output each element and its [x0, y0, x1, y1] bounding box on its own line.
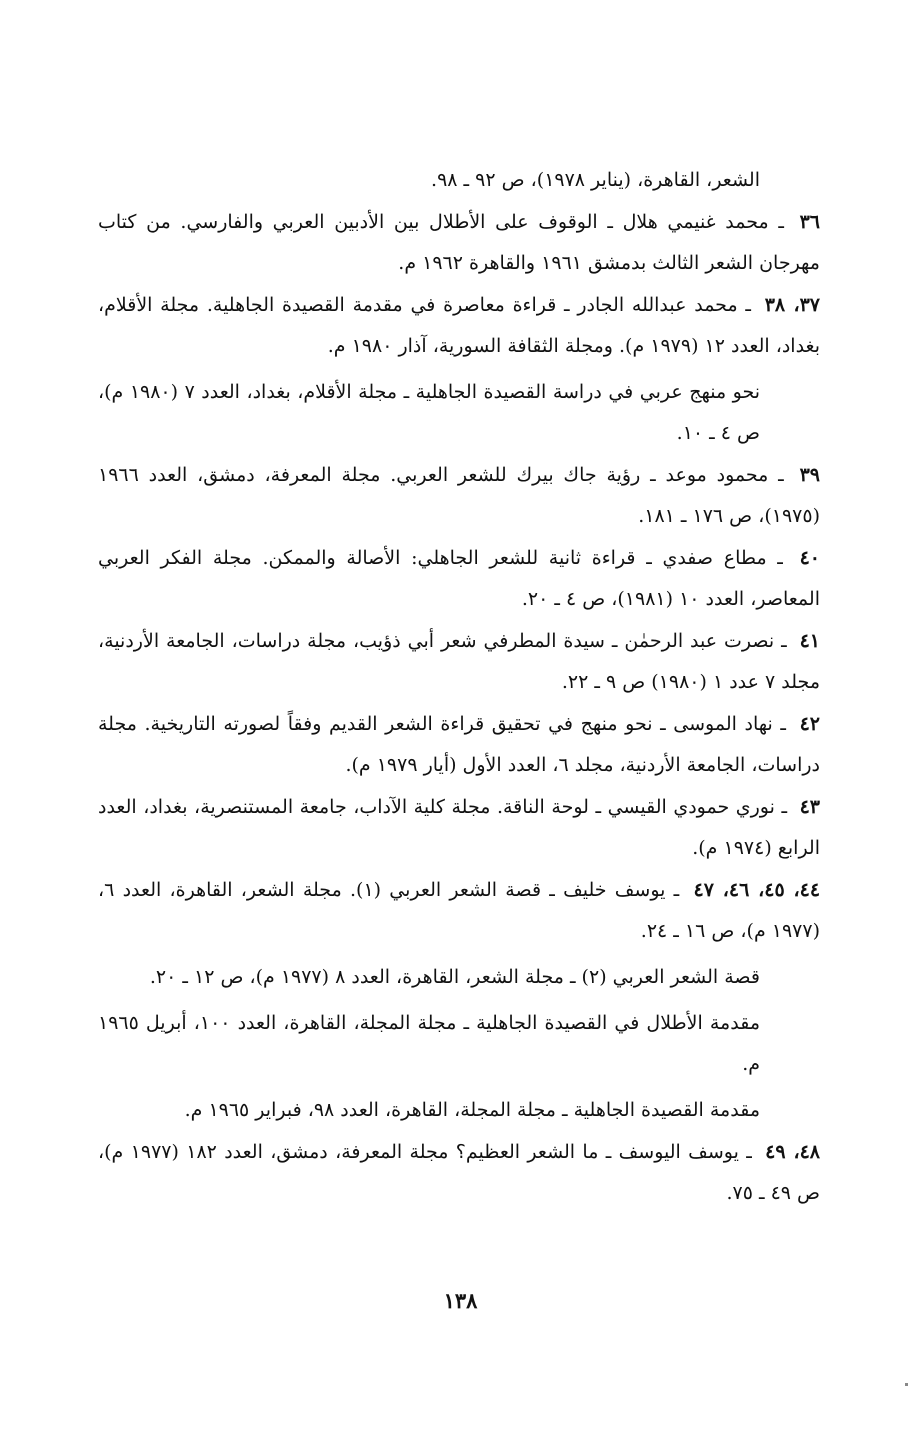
scan-speck — [905, 1383, 908, 1386]
entry-subitem: مقدمة القصيدة الجاهلية ـ مجلة المجلة، القاهرة، العدد ٩٨، فبراير ١٩٦٥ م. — [184, 1099, 760, 1121]
entry-subitem: مقدمة الأطلال في القصيدة الجاهلية ـ مجلة المجلة، القاهرة، العدد ١٠٠، أبريل ١٩٦٥ م. — [98, 1012, 760, 1075]
entry-number: ٣٩ — [799, 464, 821, 486]
entry-number: ٤٨، ٤٩ — [765, 1141, 820, 1163]
entry-text: ـ محمد عبدالله الجادر ـ قراءة معاصرة في مقدمة القصيدة الجاهلية. مجلة الأقلام، بغداد، العدد ١٢ (١٩٧٩ م). ومجلة الثقافة السورية، آذار ١٩٨٠ م. — [98, 294, 820, 357]
entry-text: ـ محمود موعد ـ رؤية جاك بيرك للشعر العربي. مجلة المعرفة، دمشق، العدد ١٩٦٦ (١٩٧٥)، ص ١٧٦ ـ ١٨١. — [98, 464, 820, 527]
carryover-text: الشعر، القاهرة، (يناير ١٩٧٨)، ص ٩٢ ـ ٩٨. — [431, 169, 760, 191]
entry-text: ـ يوسف اليوسف ـ ما الشعر العظيم؟ مجلة المعرفة، دمشق، العدد ١٨٢ (١٩٧٧ م)، ص ٤٩ ـ ٧٥. — [98, 1141, 820, 1204]
entry-text: ـ نهاد الموسى ـ نحو منهج في تحقيق قراءة الشعر القديم وفقاً لصورته التاريخية. مجلة دراسات، الجامعة الأردنية، مجلد ٦، العدد الأول (أيار ١٩٧٩ م). — [98, 713, 820, 776]
bibliography-entry — [98, 538, 820, 620]
page-number: ١٣٨ — [443, 1288, 478, 1313]
entry-number: ٤٠ — [799, 547, 821, 569]
carryover-line — [98, 160, 820, 201]
entry-text: ـ يوسف خليف ـ قصة الشعر العربي (١). مجلة الشعر، القاهرة، العدد ٦، (١٩٧٧ م)، ص ١٦ ـ ٢٤. — [98, 879, 820, 942]
entry-number: ٤٤، ٤٥، ٤٦، ٤٧ — [693, 879, 821, 901]
entry-number: ٤١ — [799, 630, 820, 652]
bibliography-entry — [98, 202, 820, 284]
bibliography-entry — [98, 285, 820, 454]
bibliography-list — [98, 160, 820, 1215]
bibliography-entry — [98, 455, 820, 537]
bibliography-entry — [98, 704, 820, 786]
entry-number: ٣٧، ٣٨ — [764, 294, 821, 316]
bibliography-entry — [98, 870, 820, 1131]
entry-number: ٤٣ — [799, 796, 820, 818]
entry-text: ـ نصرت عبد الرحمٰن ـ سيدة المطرفي شعر أبي ذؤيب، مجلة دراسات، الجامعة الأردنية، مجلد ٧ عدد ١ (١٩٨٠) ص ٩ ـ ٢٢. — [98, 630, 820, 693]
entry-text: ـ مطاع صفدي ـ قراءة ثانية للشعر الجاهلي: الأصالة والممكن. مجلة الفكر العربي المعاصر، العدد ١٠ (١٩٨١)، ص ٤ ـ ٢٠. — [98, 547, 820, 610]
entry-text: ـ نوري حمودي القيسي ـ لوحة الناقة. مجلة كلية الآداب، جامعة المستنصرية، بغداد، العدد الرابع (١٩٧٤ م). — [98, 796, 820, 859]
entry-subitem: قصة الشعر العربي (٢) ـ مجلة الشعر، القاهرة، العدد ٨ (١٩٧٧ م)، ص ١٢ ـ ٢٠. — [149, 966, 760, 988]
entry-text: ـ محمد غنيمي هلال ـ الوقوف على الأطلال بين الأدبين العربي والفارسي. من كتاب مهرجان الشعر الثالث بدمشق ١٩٦١ والقاهرة ١٩٦٢ م. — [98, 211, 820, 274]
entry-subitem: نحو منهج عربي في دراسة القصيدة الجاهلية ـ مجلة الأقلام، بغداد، العدد ٧ (١٩٨٠ م)، ص ٤ ـ ١٠. — [98, 381, 760, 444]
entry-number: ٤٢ — [799, 713, 820, 735]
bibliography-entry — [98, 1132, 820, 1214]
entry-number: ٣٦ — [799, 211, 820, 233]
bibliography-entry — [98, 621, 820, 703]
bibliography-entry — [98, 787, 820, 869]
